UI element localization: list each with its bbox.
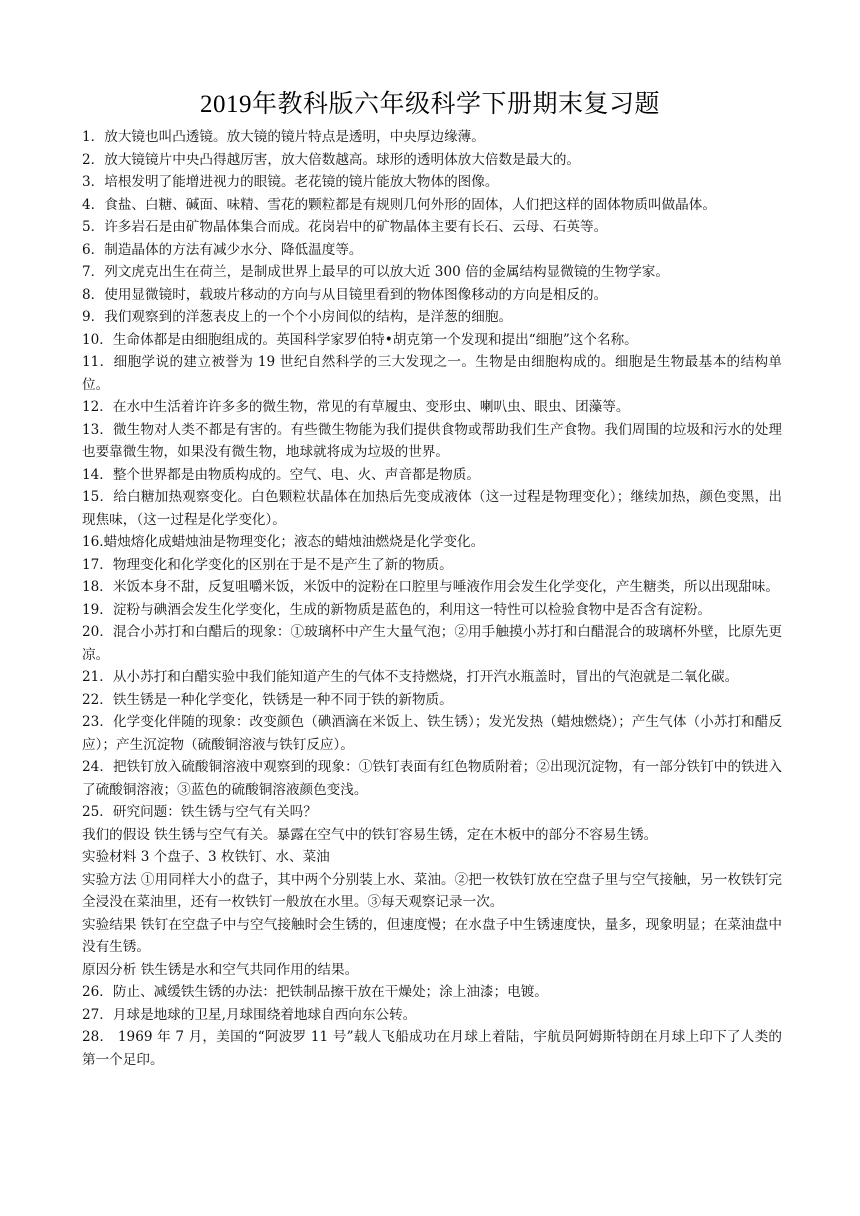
paragraph: 25．研究问题：铁生锈与空气有关吗？ — [82, 804, 317, 820]
paragraph: 20．混合小苏打和白醋后的现象：①玻璃杯中产生大量气泡；②用手触摸小苏打和白醋混合的玻璃杯外壁，比原先更凉。 — [82, 624, 782, 663]
paragraph: 23．化学变化伴随的现象：改变颜色（碘酒滴在米饭上、铁生锈）；发光发热（蜡烛燃烧）；产生气体（小苏打和醋反应）；产生沉淀物（硫酸铜溶液与铁钉反应）。 — [82, 714, 782, 753]
paragraph: 6．制造晶体的方法有减少水分、降低温度等。 — [82, 241, 363, 258]
paragraph: 我们的假设 铁生锈与空气有关。暴露在空气中的铁钉容易生锈，定在木板中的部分不容易生锈。 — [82, 826, 658, 843]
paragraph: 21．从小苏打和白醋实验中我们能知道产生的气体不支持燃烧，打开汽水瓶盖时，冒出的气泡就是二氧化碳。 — [82, 669, 739, 685]
paragraph: 9．我们观察到的洋葱表皮上的一个个小房间似的结构，是洋葱的细胞。 — [82, 309, 513, 325]
paragraph: 2．放大镜镜片中央凸得越厉害，放大倍数越高。球形的透明体放大倍数是最大的。 — [82, 151, 581, 168]
paragraph: 24．把铁钉放入硫酸铜溶液中观察到的现象：①铁钉表面有红色物质附着；②出现沉淀物，有一部分铁钉中的铁进入了硫酸铜溶液；③蓝色的硫酸铜溶液颜色变浅。 — [82, 759, 782, 798]
paragraph: 17．物理变化和化学变化的区别在于是不是产生了新的物质。 — [82, 556, 453, 573]
paragraph: 28． 1969 年 7 月，美国的“阿波罗 11 号”载人飞船成功在月球上着陆，宇航员阿姆斯特朗在月球上印下了人类的第一个足印。 — [82, 1029, 782, 1068]
paragraph: 11．细胞学说的建立被誉为 19 世纪自然科学的三大发现之一。生物是由细胞构成的。细胞是生物最基本的结构单位。 — [82, 354, 782, 393]
paragraph: 27．月球是地球的卫星,月球围绕着地球自西向东公转。 — [82, 1006, 417, 1023]
paragraph: 10．生命体都是由细胞组成的。英国科学家罗伯特•胡克第一个发现和提出“细胞”这个名称。 — [82, 331, 638, 348]
paragraph: 15．给白糖加热观察变化。白色颗粒状晶体在加热后先变成液体（这一过程是物理变化）；继续加热，颜色变黑，出现焦味，（这一过程是化学变化）。 — [82, 489, 782, 528]
paragraph: 14．整个世界都是由物质构成的。空气、电、火、声音都是物质。 — [82, 466, 480, 483]
paragraph: 原因分析 铁生锈是水和空气共同作用的结果。 — [82, 961, 359, 978]
paragraph: 实验方法 ①用同样大小的盘子，其中两个分别装上水、菜油。②把一枚铁钉放在空盘子里与空气接触，另一枚铁钉完全浸没在菜油里，还有一枚铁钉一般放在水里。③每天观察记录一次。 — [82, 871, 782, 910]
paragraph: 26．防止、减缓铁生锈的办法：把铁制品擦干放在干燥处；涂上油漆；电镀。 — [82, 984, 548, 1000]
paragraph: 1．放大镜也叫凸透镜。放大镜的镜片特点是透明，中央厚边缘薄。 — [82, 129, 485, 145]
paragraph: 4．食盐、白糖、碱面、味精、雪花的颗粒都是有规则几何外形的固体，人们把这样的固体物质叫做晶体。 — [82, 196, 716, 213]
paragraph: 8．使用显微镜时，载玻片移动的方向与从目镜里看到的物体图像移动的方向是相反的。 — [82, 286, 608, 303]
paragraph: 5．许多岩石是由矿物晶体集合而成。花岗岩中的矿物晶体主要有长石、云母、石英等。 — [82, 219, 608, 235]
paragraph: 7．列文虎克出生在荷兰，是制成世界上最早的可以放大近 300 倍的金属结构显微镜的生物学家。 — [82, 264, 669, 280]
document-body — [82, 126, 782, 1071]
paragraph: 19．淀粉与碘酒会发生化学变化，生成的新物质是蓝色的，利用这一特性可以检验食物中是否含有淀粉。 — [82, 601, 712, 618]
paragraph: 13．微生物对人类不都是有害的。有些微生物能为我们提供食物或帮助我们生产食物。我们周围的垃圾和污水的处理也要靠微生物，如果没有微生物，地球就将成为垃圾的世界。 — [82, 421, 782, 460]
paragraph: 22．铁生锈是一种化学变化，铁锈是一种不同于铁的新物质。 — [82, 691, 453, 708]
paragraph: 实验结果 铁钉在空盘子中与空气接触时会生锈的，但速度慢；在水盘子中生锈速度快，量多，现象明显；在菜油盘中没有生锈。 — [82, 916, 782, 955]
paragraph: 16.蜡烛熔化成蜡烛油是物理变化；液态的蜡烛油燃烧是化学变化。 — [82, 534, 485, 550]
paragraph: 3．培根发明了能增进视力的眼镜。老花镜的镜片能放大物体的图像。 — [82, 174, 499, 190]
paragraph: 12．在水中生活着许许多多的微生物，常见的有草履虫、变形虫、喇叭虫、眼虫、团藻等。 — [82, 399, 630, 415]
document-title: 2019年教科版六年级科学下册期末复习题 — [199, 91, 660, 118]
paragraph: 18．米饭本身不甜，反复咀嚼米饭，米饭中的淀粉在口腔里与唾液作用会发生化学变化，产生糖类，所以出现甜味。 — [82, 579, 779, 595]
paragraph: 实验材料 3 个盘子、3 枚铁钉、水、菜油 — [82, 849, 330, 865]
